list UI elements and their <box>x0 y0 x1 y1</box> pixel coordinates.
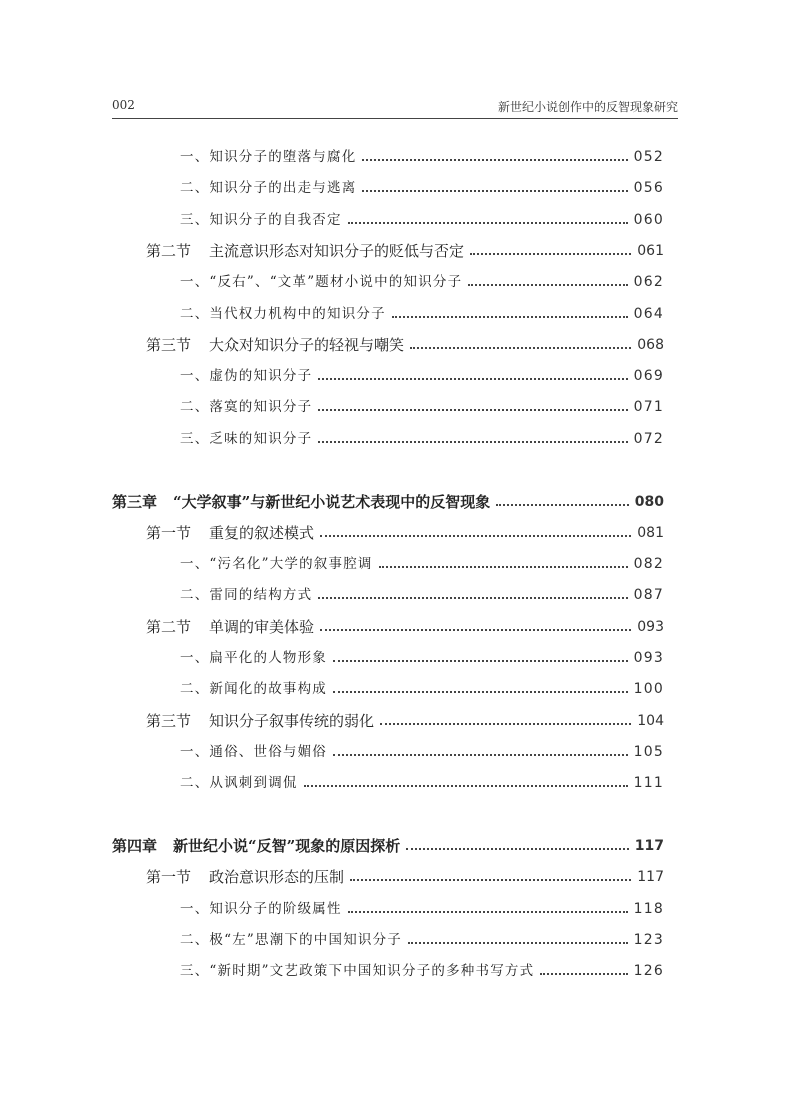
toc-entry-label <box>180 552 373 576</box>
toc-entry-label <box>112 490 490 514</box>
toc-entry-sub <box>180 364 664 388</box>
dot-leader <box>320 627 631 631</box>
toc-page-number: 060 <box>633 211 664 228</box>
toc-page-number: 080 <box>634 493 664 510</box>
toc-entry-title: 二、知识分子的出走与逃离 <box>180 180 357 197</box>
toc-entry-title: 一、知识分子的堕落与腐化 <box>180 149 357 165</box>
dot-leader <box>333 658 628 662</box>
chapter-number: 第四章 <box>112 837 158 855</box>
toc-entry-title: 二、雷同的结构方式 <box>180 587 313 604</box>
toc-entry-title: 一、“反右”、“文革”题材小说中的知识分子 <box>180 274 463 291</box>
toc-entry-title: 政治意识形态的压制 <box>209 868 345 887</box>
toc-entry-label <box>112 834 400 858</box>
toc-entry-label <box>180 897 342 921</box>
dot-leader <box>348 909 628 913</box>
toc-entry-label <box>146 239 464 263</box>
toc-page-number: 105 <box>633 743 664 760</box>
toc-entry-label <box>180 395 312 419</box>
toc-entry-label <box>180 270 462 294</box>
dot-leader <box>333 689 628 693</box>
dot-leader <box>350 877 631 881</box>
toc-page-number: 062 <box>633 274 664 291</box>
dot-leader <box>410 345 631 349</box>
dot-leader <box>320 533 631 537</box>
dot-leader <box>379 564 628 568</box>
toc-entry-label <box>146 333 404 357</box>
toc-entry-label <box>180 176 356 200</box>
toc-entry-chapter <box>112 834 664 858</box>
dot-leader <box>333 752 628 756</box>
section-number: 第一节 <box>146 523 192 542</box>
toc-entry-title: 一、扁平化的人物形象 <box>180 650 327 666</box>
dot-leader <box>380 721 631 725</box>
dot-leader <box>362 188 627 192</box>
toc-entry-label <box>146 865 344 889</box>
toc-entry-label <box>146 615 314 639</box>
toc-entry-title: 主流意识形态对知识分子的贬低与否定 <box>209 241 465 260</box>
toc-entry-label <box>180 145 356 169</box>
toc-entry-label <box>180 427 312 451</box>
toc-entry-title: 一、通俗、世俗与媚俗 <box>180 743 327 760</box>
toc-entry-label <box>180 928 402 952</box>
dot-leader <box>318 407 627 411</box>
toc-entry-title: 三、“新时期”文艺政策下中国知识分子的多种书写方式 <box>180 963 535 980</box>
toc-entry-sub <box>180 928 664 952</box>
toc-entry-section <box>146 521 664 545</box>
toc-page-number: 082 <box>633 556 664 573</box>
toc-page-number: 081 <box>637 524 664 541</box>
toc-entry-title: 三、知识分子的自我否定 <box>180 211 342 228</box>
toc-entry-title: “大学叙事”与新世纪小说艺术表现中的反智现象 <box>173 492 491 511</box>
page-number: 002 <box>112 98 135 112</box>
dot-leader <box>362 157 627 161</box>
toc-entry-sub <box>180 427 664 451</box>
section-number: 第一节 <box>146 868 192 887</box>
toc-entry-section <box>146 615 664 639</box>
toc-entry-section <box>146 865 664 889</box>
toc-entry-title: 三、乏味的知识分子 <box>180 430 313 447</box>
toc-page-number: 071 <box>633 399 664 416</box>
toc-page-number: 072 <box>633 430 664 447</box>
section-number: 第二节 <box>146 241 192 260</box>
dot-leader <box>318 376 627 380</box>
toc-entry-label <box>180 583 312 607</box>
chapter-number: 第三章 <box>112 492 158 511</box>
toc-entry-label <box>180 646 327 670</box>
toc-entry-title: 重复的叙述模式 <box>209 523 315 542</box>
toc-page-number: 068 <box>637 336 664 353</box>
toc-entry-label <box>180 208 342 232</box>
toc-page-number: 117 <box>634 838 664 854</box>
toc-page-number: 117 <box>637 869 664 886</box>
toc-entry-title: 新世纪小说“反智”现象的原因探析 <box>173 837 401 855</box>
toc-entry-title: 二、落寞的知识分子 <box>180 399 313 416</box>
toc-entry-label <box>180 771 298 795</box>
toc-entry-section <box>146 239 664 263</box>
toc-entry-sub <box>180 395 664 419</box>
toc-page-number: 100 <box>633 681 664 698</box>
toc-entry-sub <box>180 646 664 670</box>
toc-entry-label <box>180 302 386 326</box>
toc-entry-label <box>146 521 314 545</box>
toc-entry-sub <box>180 552 664 576</box>
toc-entry-title: 二、新闻化的故事构成 <box>180 681 327 698</box>
toc-entry-sub <box>180 740 664 764</box>
toc-entry-sub <box>180 302 664 326</box>
toc-entry-sub <box>180 771 664 795</box>
dot-leader <box>496 502 628 506</box>
toc-entry-title: 二、从讽刺到调侃 <box>180 775 298 792</box>
toc-page-number: 123 <box>633 931 664 948</box>
toc-entry-chapter <box>112 490 664 514</box>
toc-entry-title: 一、虚伪的知识分子 <box>180 368 313 385</box>
toc-entry-label <box>180 677 327 701</box>
toc-entry-title: 大众对知识分子的轻视与嘲笑 <box>209 335 405 354</box>
dot-leader <box>392 314 628 318</box>
toc-page-number: 087 <box>633 587 664 604</box>
toc-entry-title: 二、当代权力机构中的知识分子 <box>180 305 386 322</box>
toc-page-number: 052 <box>633 149 664 165</box>
toc-entry-title: 一、“污名化”大学的叙事腔调 <box>180 556 373 573</box>
dot-leader <box>318 439 627 443</box>
toc-entry-sub <box>180 959 664 983</box>
section-number: 第三节 <box>146 711 192 730</box>
dot-leader <box>304 783 628 787</box>
toc-entry-sub <box>180 270 664 294</box>
toc-page-number: 064 <box>633 305 664 322</box>
toc-page-number: 111 <box>633 775 664 792</box>
section-number: 第二节 <box>146 617 192 636</box>
toc-page-number: 104 <box>637 712 664 729</box>
toc-entry-sub <box>180 208 664 232</box>
toc-page-number: 056 <box>633 180 664 197</box>
toc-page-number: 093 <box>637 618 664 635</box>
toc-page-number: 069 <box>633 368 664 385</box>
running-title: 新世纪小说创作中的反智现象研究 <box>497 100 678 114</box>
toc-page-number: 126 <box>633 963 664 980</box>
dot-leader <box>540 971 627 975</box>
toc-entry-title: 一、知识分子的阶级属性 <box>180 900 342 917</box>
dot-leader <box>468 282 627 286</box>
toc-entry-label <box>180 959 534 983</box>
toc-entry-label <box>146 709 374 733</box>
toc-entry-sub <box>180 677 664 701</box>
toc-page-number: 118 <box>633 900 664 917</box>
toc-entry-sub <box>180 897 664 921</box>
dot-leader <box>406 846 628 850</box>
dot-leader <box>318 595 627 599</box>
toc-entry-label <box>180 740 327 764</box>
toc-entry-title: 二、极“左”思潮下的中国知识分子 <box>180 931 403 948</box>
section-number: 第三节 <box>146 335 192 354</box>
dot-leader <box>408 940 628 944</box>
toc-page-number: 093 <box>633 650 664 666</box>
toc-page-number: 061 <box>637 242 664 259</box>
toc-entry-sub <box>180 145 664 169</box>
dot-leader <box>470 251 631 255</box>
toc-entry-section <box>146 709 664 733</box>
dot-leader <box>348 220 628 224</box>
toc-entry-section <box>146 333 664 357</box>
toc-entry-label <box>180 364 312 388</box>
toc-entry-sub <box>180 176 664 200</box>
toc-entry-title: 知识分子叙事传统的弱化 <box>209 711 375 730</box>
toc-entry-sub <box>180 583 664 607</box>
toc-entry-title: 单调的审美体验 <box>209 617 315 636</box>
